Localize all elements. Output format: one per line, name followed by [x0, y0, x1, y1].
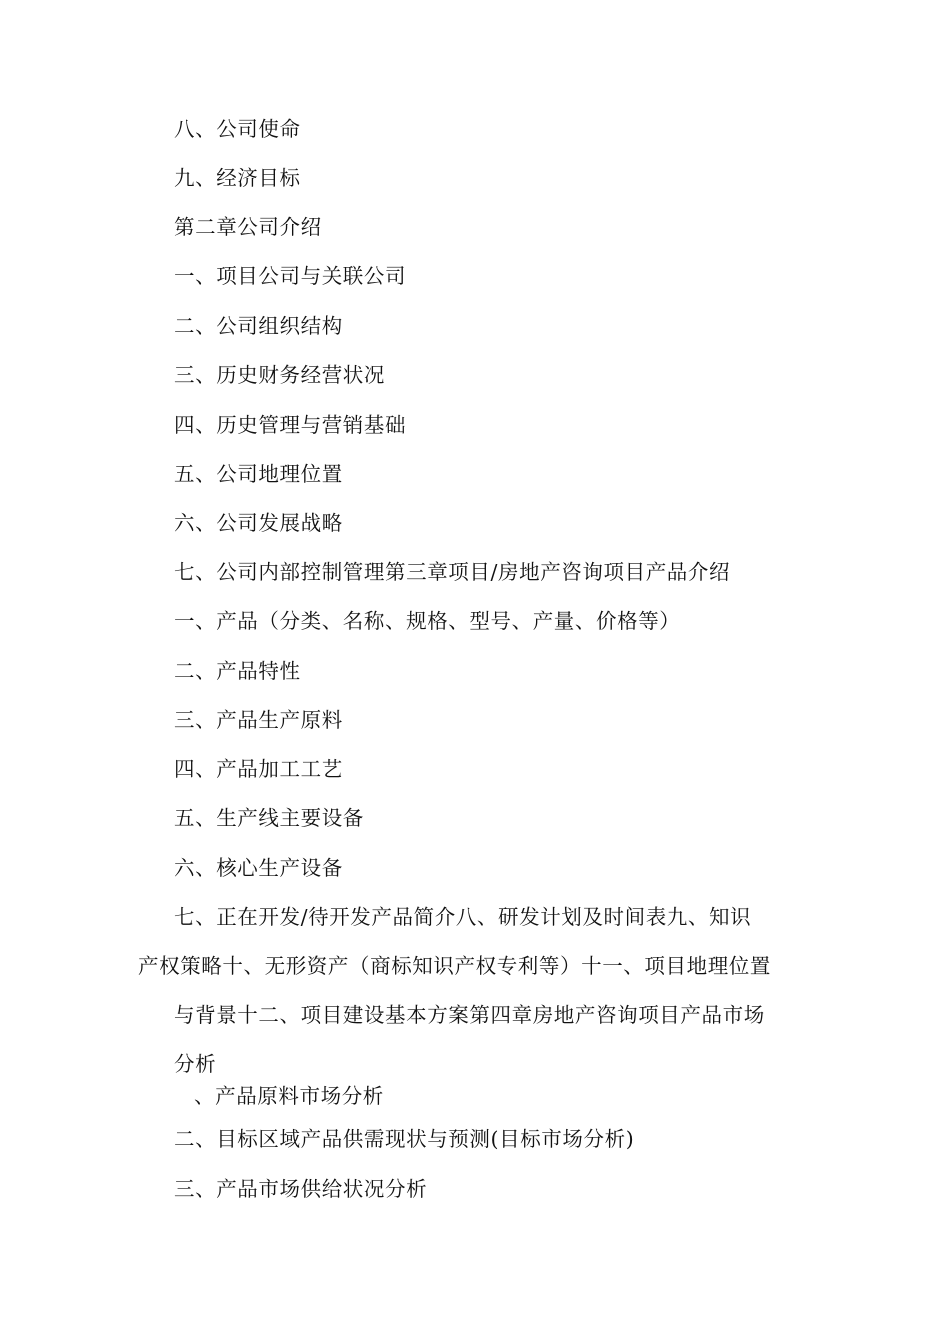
- toc-line: 三、产品市场供给状况分析: [174, 1177, 428, 1201]
- toc-line: 四、历史管理与营销基础: [174, 413, 407, 437]
- toc-line: 八、公司使命: [174, 117, 301, 141]
- toc-line: 二、目标区域产品供需现状与预测(目标市场分析): [174, 1127, 635, 1151]
- toc-line: 、产品原料市场分析: [194, 1084, 384, 1108]
- toc-line: 四、产品加工工艺: [174, 757, 343, 781]
- toc-line: 三、产品生产原料: [174, 708, 343, 732]
- toc-chapter-heading: 第二章公司介绍: [174, 215, 322, 239]
- toc-line: 三、历史财务经营状况: [174, 363, 385, 387]
- toc-paragraph-line: 七、正在开发/待开发产品简介八、研发计划及时间表九、知识: [174, 905, 752, 929]
- toc-line: 五、生产线主要设备: [174, 806, 364, 830]
- toc-line: 六、公司发展战略: [174, 511, 343, 535]
- toc-line: 一、项目公司与关联公司: [174, 264, 407, 288]
- toc-paragraph-line: 与背景十二、项目建设基本方案第四章房地产咨询项目产品市场: [174, 1003, 765, 1027]
- toc-line: 六、核心生产设备: [174, 856, 343, 880]
- toc-paragraph-line: 分析: [174, 1052, 217, 1076]
- toc-line: 五、公司地理位置: [174, 462, 343, 486]
- toc-line: 二、产品特性: [174, 659, 301, 683]
- toc-line: 二、公司组织结构: [174, 314, 343, 338]
- toc-line: 九、经济目标: [174, 166, 301, 190]
- toc-paragraph-line: 产权策略十、无形资产（商标知识产权专利等）十一、项目地理位置: [138, 954, 771, 978]
- toc-line: 一、产品（分类、名称、规格、型号、产量、价格等）: [174, 609, 681, 633]
- toc-line: 七、公司内部控制管理第三章项目/房地产咨询项目产品介绍: [174, 560, 731, 584]
